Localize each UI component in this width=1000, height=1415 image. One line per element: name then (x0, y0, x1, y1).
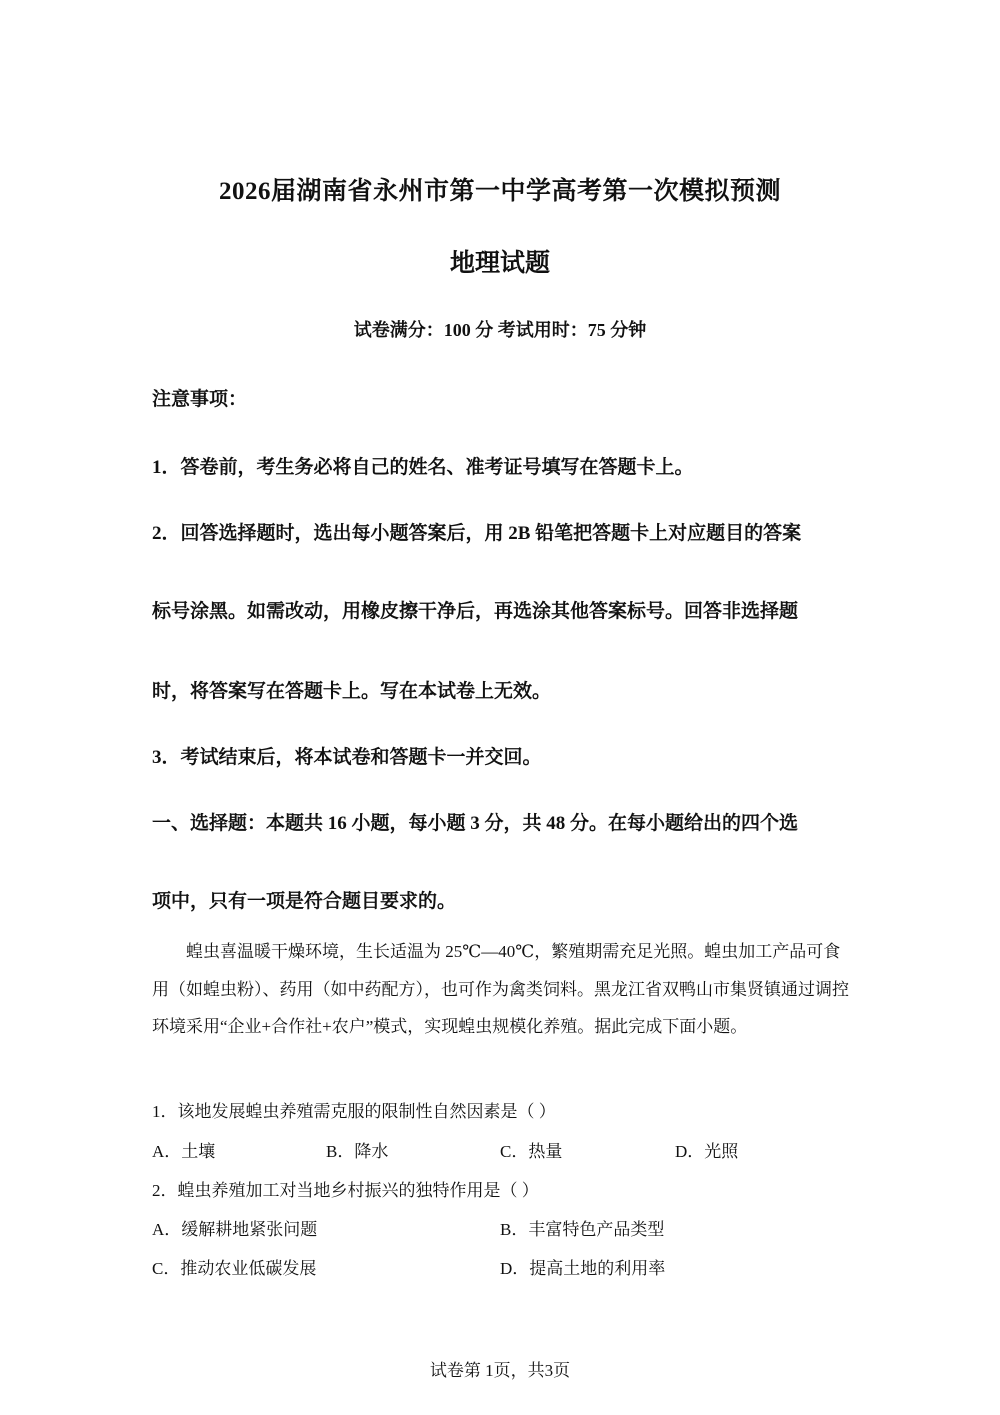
question-2-stem: 2．蝗虫养殖加工对当地乡村振兴的独特作用是（ ） (152, 1181, 539, 1200)
section-heading-line-1: 一、选择题：本题共 16 小题，每小题 3 分，共 48 分。在每小题给出的四个选 (152, 813, 799, 834)
page-footer: 试卷第 1页，共3页 (429, 1361, 571, 1380)
exam-meta: 试卷满分：100 分 考试用时：75 分钟 (353, 320, 647, 340)
notice-item-3: 3．考试结束后，将本试卷和答题卡一并交回。 (152, 747, 542, 768)
exam-subject: 地理试题 (449, 250, 550, 277)
question-2-option-d: D．提高土地的利用率 (500, 1259, 666, 1278)
notice-item-1: 1．答卷前，考生务必将自己的姓名、准考证号填写在答题卡上。 (152, 457, 694, 478)
question-1-option-a: A．土壤 (152, 1142, 216, 1161)
question-1-stem: 1．该地发展蝗虫养殖需克服的限制性自然因素是（ ） (152, 1102, 556, 1121)
reading-passage: 蝗虫喜温暖干燥环境，生长适温为 25℃—40℃，繁殖期需充足光照。蝗虫加工产品可食用（如蝗虫粉）、药用（如中药配方），也可作为禽类饲料。黑龙江省双鸭山市集贤镇通过调控环境采用“企业+合作社+农户”模式，实现蝗虫规模化养殖。据此完成下面小题。 (152, 942, 849, 1036)
notice-item-2-line-1: 2．回答选择题时，选出每小题答案后，用 2B 铅笔把答题卡上对应题目的答案 (152, 523, 802, 544)
question-2-option-c: C．推动农业低碳发展 (152, 1259, 317, 1278)
exam-title: 2026届湖南省永州市第一中学高考第一次模拟预测 (218, 178, 781, 205)
question-1-option-c: C．热量 (500, 1142, 563, 1161)
notice-item-2-line-3: 时，将答案写在答题卡上。写在本试卷上无效。 (152, 681, 552, 702)
question-1-option-b: B．降水 (326, 1142, 389, 1161)
question-1-option-d: D．光照 (675, 1142, 739, 1161)
notice-heading: 注意事项： (152, 389, 248, 410)
question-2-option-a: A．缓解耕地紧张问题 (152, 1220, 318, 1239)
section-heading-line-2: 项中，只有一项是符合题目要求的。 (152, 891, 457, 912)
question-2-option-b: B．丰富特色产品类型 (500, 1220, 665, 1239)
notice-item-2-line-2: 标号涂黑。如需改动，用橡皮擦干净后，再选涂其他答案标号。回答非选择题 (152, 601, 799, 622)
